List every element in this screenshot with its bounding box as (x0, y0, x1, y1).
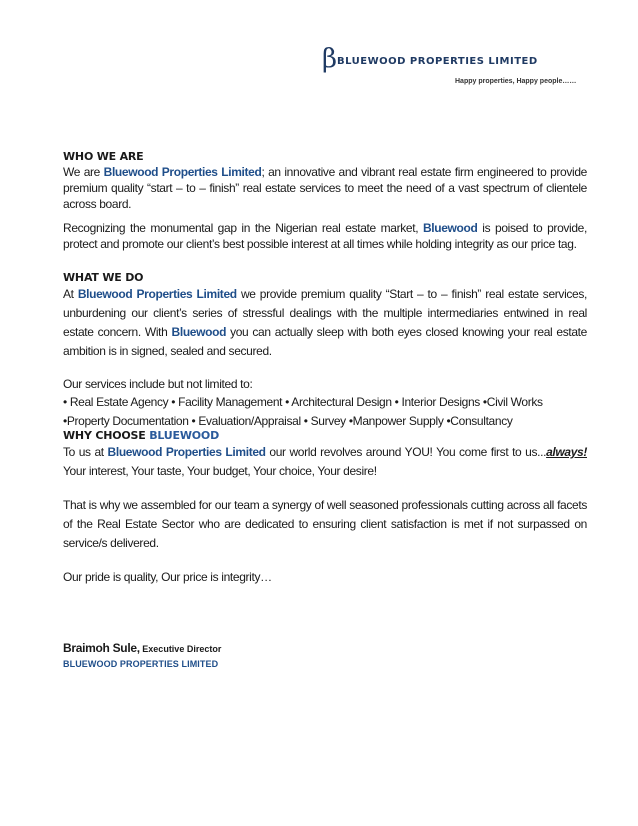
section-why-choose (63, 429, 587, 587)
heading-who-we-are: WHO WE ARE (63, 150, 144, 163)
signatory (63, 639, 587, 657)
section-what-we-do (63, 271, 587, 431)
section-who-we-are (63, 150, 587, 252)
why-choose-paragraph-2: That is why we assembled for our team a synergy of well seasoned professionals cutting across all facets of the Real Estate Sector who are dedicated to ensuring client satisfaction is met if not surpassed on service/s delivered. (63, 498, 587, 550)
beta-logo-icon: β (322, 44, 338, 74)
company-logo (322, 46, 538, 72)
logo-company-name: BLUEWOOD PROPERTIES LIMITED (337, 56, 538, 67)
services-intro: Our services include but not limited to: (63, 377, 253, 391)
why-choose-paragraph-3: Our pride is quality, Our price is integrity… (63, 570, 272, 584)
services-line-1: • Real Estate Agency • Facility Management • Architectural Design • Interior Designs •Civil Works (63, 395, 543, 409)
who-we-are-paragraph-1: We are Bluewood Properties Limited; an innovative and vibrant real estate firm engineered to provide premium quality “start – to – finish” real estate services to meet the need of a vast spectrum of clientele across board. (63, 165, 587, 211)
signatory-name: Braimoh Sule, (63, 641, 140, 655)
why-choose-paragraph-1: To us at Bluewood Properties Limited our world revolves around YOU! You come first to us...always! Your interest, Your taste, Your budget, Your choice, Your desire! (63, 445, 587, 478)
signatory-company: BLUEWOOD PROPERTIES LIMITED (63, 659, 219, 669)
heading-what-we-do: WHAT WE DO (63, 271, 144, 284)
signatory-title: Executive Director (139, 644, 222, 654)
heading-why-choose: WHY CHOOSE BLUEWOOD (63, 429, 220, 442)
who-we-are-paragraph-2: Recognizing the monumental gap in the Nigerian real estate market, Bluewood is poised to provide, protect and promote our client’s best possible interest at all times while holding integrity as our price tag. (63, 221, 587, 251)
company-tagline: Happy properties, Happy people…… (455, 78, 577, 85)
signature-block (63, 639, 587, 669)
services-line-2: •Property Documentation • Evaluation/Appraisal • Survey •Manpower Supply •Consultancy (63, 414, 513, 428)
what-we-do-paragraph: At Bluewood Properties Limited we provide premium quality “Start – to – finish” real estate services, unburdening our client’s series of stressful dealings with the multiple intermediaries entwined in real estate concern. With Bluewood you can actually sleep with both eyes closed knowing your real estate ambition is in signed, sealed and secured. (63, 287, 587, 358)
